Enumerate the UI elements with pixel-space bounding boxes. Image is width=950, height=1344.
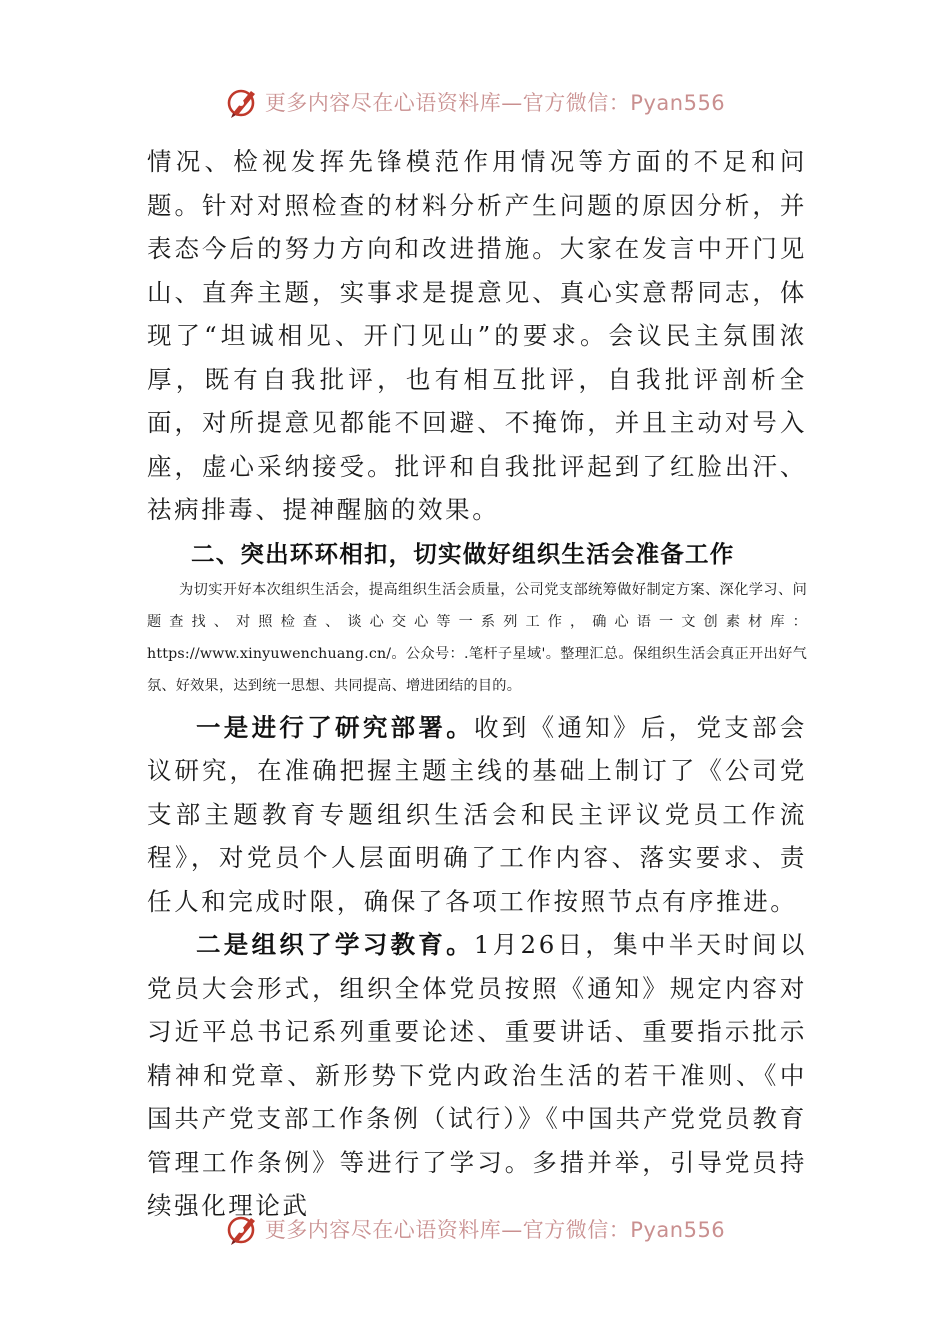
paragraph-lead-research: 一是进行了研究部署。 (196, 712, 475, 742)
paragraph-research-deployment (147, 706, 807, 924)
header-watermark-banner (0, 80, 950, 124)
paragraph-summary: 情况、检视发挥先锋模范作用情况等方面的不足和问题。针对对照检查的材料分析产生问题的原因分析，并表态今后的努力方向和改进措施。大家在发言中开门见山、直奔主题，实事求是提意见、真心实意帮同志，体现了“坦诚相见、开门见山”的要求。会议民主氛围浓厚，既有自我批评，也有相互批评，自我批评剖析全面，对所提意见都能不回避、不掩饰，并且主动对号入座，虚心采纳接受。批评和自我批评起到了红脸出汗、祛病排毒、提神醒脑的效果。 (147, 147, 807, 524)
paragraph-study-education (147, 923, 807, 1228)
footer-watermark-banner (0, 1207, 950, 1251)
paragraph-body-research: 收到《通知》后，党支部会议研究，在准确把握主题主线的基础上制订了《公司党支部主题教育专题组织生活会和民主评议党员工作流程》，对党员个人层面明确了工作内容、落实要求、责任人和完成时限，确保了各项工作按照节点有序推进。 (147, 712, 807, 916)
pen-circle-logo-icon (225, 1212, 259, 1246)
paragraph-lead-study: 二是组织了学习教育。 (196, 930, 474, 959)
pen-circle-logo-icon (225, 85, 259, 119)
paragraph-body-study: 1月26日，集中半天时间以党员大会形式，组织全体党员按照《通知》规定内容对习近平总书记系列重要论述、重要讲话、重要指示批示精神和党章、新形势下党内政治生活的若干准则、《中国共产党支部工作条例（试行）》《中国共产党党员教育管理工作条例》等进行了学习。多措并举，引导党员持续强化理论武 (147, 930, 807, 1220)
paragraph-preparation: 为切实开好本次组织生活会，提高组织生活会质量，公司党支部统筹做好制定方案、深化学习、问题查找、对照检查、谈心交心等一系列工作，确心语一文创素材库：https://www.xinyuwenchuang.cn/。公众号：.笔杆子星域'。整理汇总。保组织生活会真正开出好气氛、好效果，达到统一思想、共同提高、增进团结的目的。 (147, 581, 807, 694)
section-heading-2: 二、突出环环相扣，切实做好组织生活会准备工作 (191, 539, 735, 568)
header-watermark-text: 更多内容尽在心语资料库—官方微信：Pyan556 (264, 91, 726, 115)
document-body (147, 140, 807, 1228)
footer-watermark-text: 更多内容尽在心语资料库—官方微信：Pyan556 (264, 1218, 726, 1242)
